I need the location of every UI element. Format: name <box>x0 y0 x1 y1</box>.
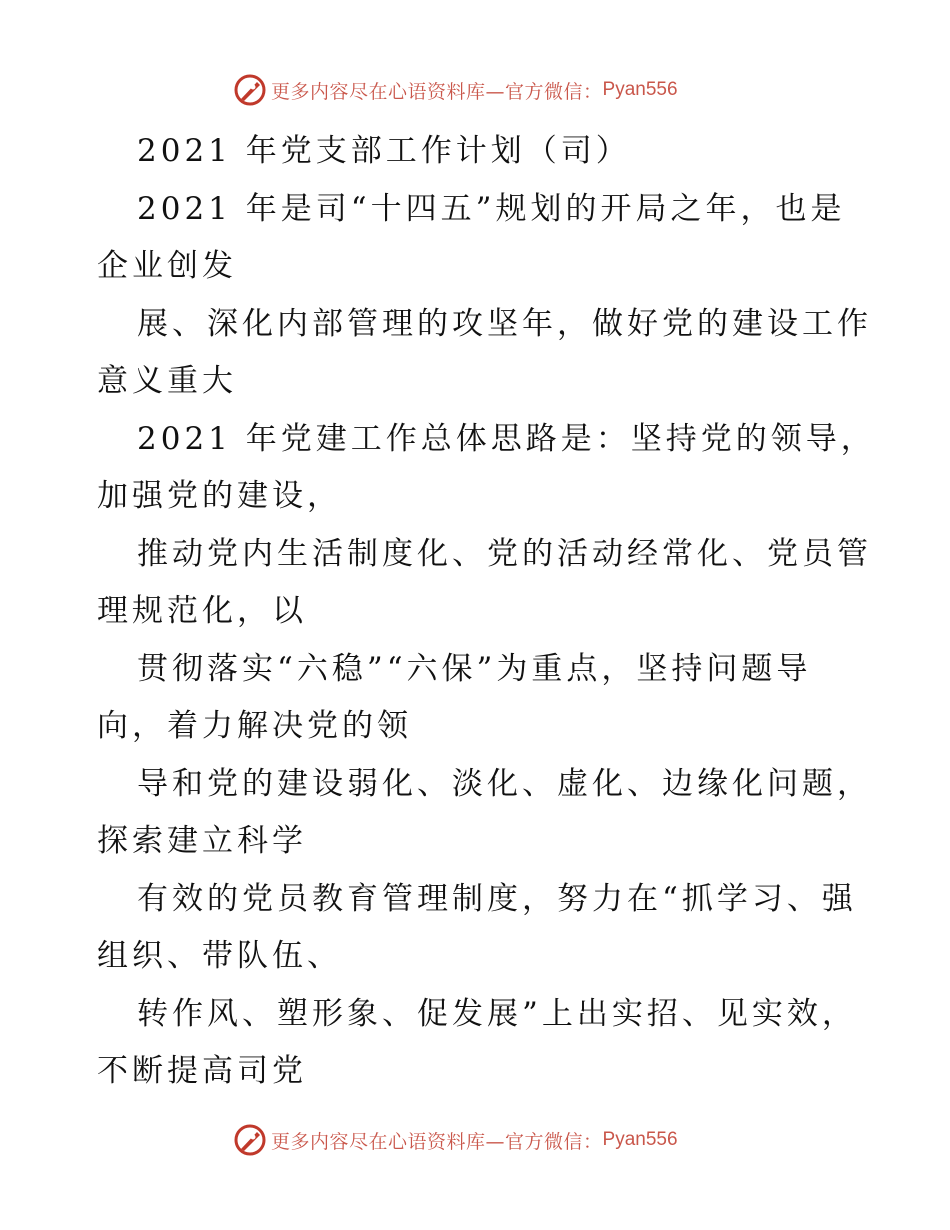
paragraph-line: 企业创发 <box>97 248 237 284</box>
header-watermark <box>233 70 678 110</box>
watermark-wechat-id: Pyan556 <box>602 79 678 100</box>
paragraph-line: 理规范化，以 <box>97 593 307 629</box>
watermark-text: 更多内容尽在心语资料库—官方微信： <box>271 80 603 103</box>
document-title: 2021 年党支部工作计划（司） <box>137 133 631 169</box>
paragraph-line: 不断提高司党 <box>97 1053 307 1089</box>
paragraph-line: 有效的党员教育管理制度，努力在“抓学习、强 <box>137 880 857 917</box>
paragraph-line: 加强党的建设， <box>97 478 342 514</box>
paragraph-line: 意义重大 <box>97 363 237 399</box>
paragraph-line: 向，着力解决党的领 <box>97 708 412 744</box>
paragraph-line: 转作风、塑形象、促发展”上出实招、见实效， <box>137 995 857 1032</box>
paragraph-line: 探索建立科学 <box>97 823 307 859</box>
pen-logo-icon <box>233 1123 267 1157</box>
paragraph-line: 2021 年党建工作总体思路是：坚持党的领导， <box>137 420 876 457</box>
watermark-text: 更多内容尽在心语资料库—官方微信： <box>271 1130 603 1153</box>
paragraph-line: 贯彻落实“六稳”“六保”为重点，坚持问题导 <box>137 650 812 687</box>
paragraph-line: 推动党内生活制度化、党的活动经常化、党员管 <box>137 535 872 572</box>
footer-watermark <box>233 1120 678 1160</box>
paragraph-line: 展、深化内部管理的攻坚年，做好党的建设工作 <box>137 305 872 342</box>
paragraph-line: 组织、带队伍、 <box>97 938 342 974</box>
paragraph-line: 2021 年是司“十四五”规划的开局之年，也是 <box>137 190 846 227</box>
watermark-wechat-id: Pyan556 <box>602 1129 678 1150</box>
paragraph-line: 导和党的建设弱化、淡化、虚化、边缘化问题， <box>137 765 872 802</box>
pen-logo-icon <box>233 73 267 107</box>
document-body <box>97 123 876 1101</box>
